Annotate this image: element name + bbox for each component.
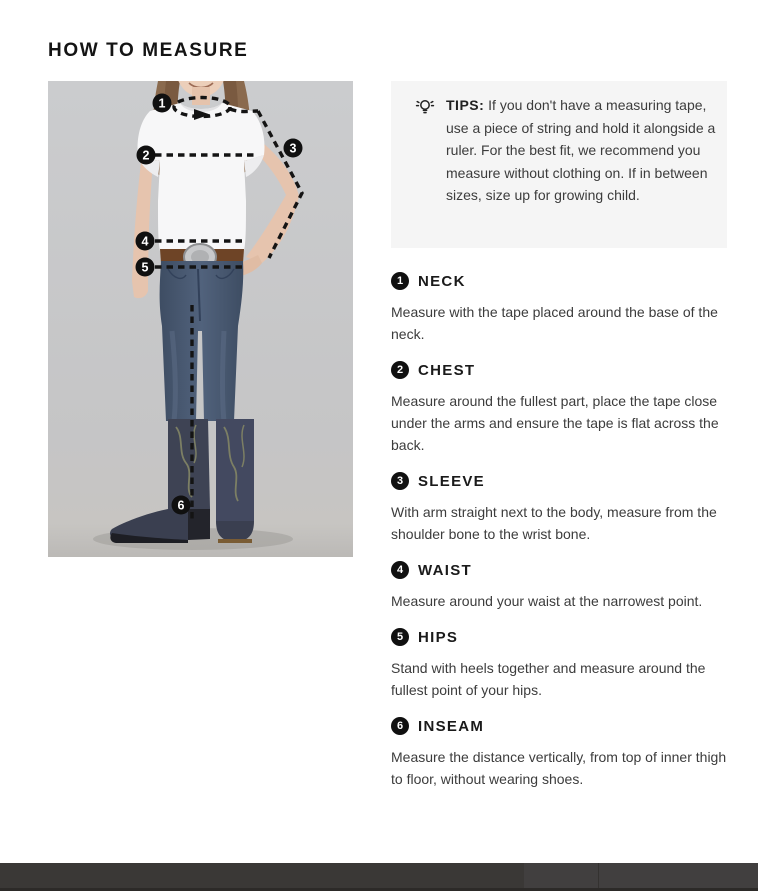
- section-desc-neck: Measure with the tape placed around the base of the neck.: [391, 304, 718, 342]
- section-number-badge: 3: [391, 472, 409, 490]
- lightbulb-icon: [415, 97, 435, 230]
- measurement-figure: [48, 81, 353, 557]
- marker-6: [172, 496, 191, 515]
- section-label-waist: WAIST: [418, 561, 472, 579]
- marker-5: [136, 258, 155, 277]
- section-number-badge: 2: [391, 361, 409, 379]
- marker-2: [137, 146, 156, 165]
- section-header-neck: [391, 272, 727, 290]
- section-number-badge: 4: [391, 561, 409, 579]
- section-label-neck: NECK: [418, 272, 466, 290]
- section-header-hips: [391, 628, 727, 646]
- section-label-chest: CHEST: [418, 361, 476, 379]
- instructions-column: [391, 81, 727, 790]
- section-header-chest: [391, 361, 727, 379]
- svg-text:1: 1: [158, 96, 166, 111]
- tips-label: TIPS:: [446, 97, 485, 113]
- measurement-diagram: [48, 81, 353, 557]
- section-number-badge: 6: [391, 717, 409, 735]
- section-header-sleeve: [391, 472, 727, 490]
- section-label-hips: HIPS: [418, 628, 459, 646]
- svg-text:2: 2: [142, 148, 150, 163]
- marker-4: [136, 232, 155, 251]
- section-label-sleeve: SLEEVE: [418, 472, 485, 490]
- svg-text:3: 3: [289, 141, 297, 156]
- section-desc-chest: Measure around the fullest part, place the tape close under the arms and ensure the tape is flat across the back.: [391, 393, 719, 453]
- section-desc-hips: Stand with heels together and measure around the fullest point of your hips.: [391, 660, 706, 698]
- footer-preview: [0, 863, 758, 891]
- section-desc-sleeve: With arm straight next to the body, measure from the shoulder bone to the wrist bone.: [391, 504, 717, 542]
- section-label-inseam: INSEAM: [418, 717, 485, 735]
- page-title: HOW TO MEASURE: [48, 40, 249, 61]
- measurement-sections: [391, 272, 727, 790]
- section-number-badge: 5: [391, 628, 409, 646]
- marker-1: [153, 94, 172, 113]
- svg-text:5: 5: [141, 260, 149, 275]
- section-number-badge: 1: [391, 272, 409, 290]
- svg-text:6: 6: [177, 498, 185, 513]
- tips-box: [391, 81, 727, 248]
- content-row: [48, 81, 727, 790]
- section-desc-waist: Measure around your waist at the narrowest point.: [391, 593, 703, 609]
- marker-3: [284, 139, 303, 158]
- section-header-inseam: [391, 717, 727, 735]
- footer-segment: [524, 863, 758, 891]
- svg-text:4: 4: [141, 234, 149, 249]
- tips-body: If you don't have a measuring tape, use a piece of string and hold it alongside a ruler. For the best fit, we recommend you measure without clothing on. If in between sizes, size up for growing child.: [446, 97, 716, 203]
- tips-text: [446, 94, 717, 230]
- section-header-waist: [391, 561, 727, 579]
- footer-divider: [598, 863, 599, 891]
- section-desc-inseam: Measure the distance vertically, from top of inner thigh to floor, without wearing shoes.: [391, 749, 727, 787]
